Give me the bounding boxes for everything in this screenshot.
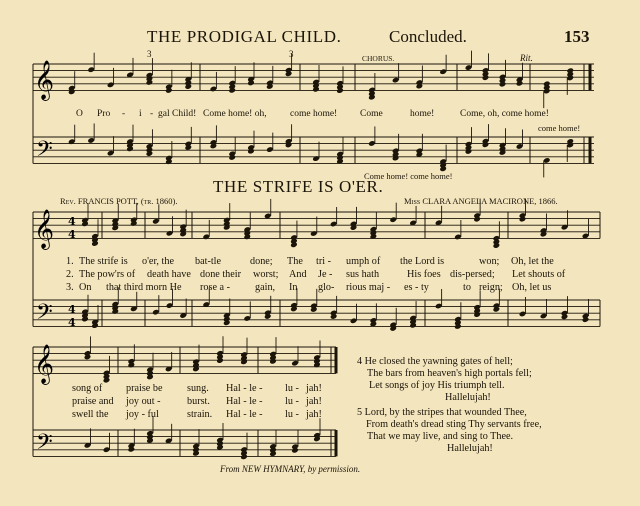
bass-clef-icon: 𝄢 (36, 137, 53, 167)
verse-word: done their (200, 269, 242, 280)
time-signature: 4 (68, 316, 76, 329)
lyric-word: O (76, 109, 83, 119)
bass-clef-icon: 𝄢 (36, 300, 53, 330)
verse-word: Hal - le - (226, 396, 263, 407)
lyric-word: Pro (97, 109, 111, 119)
lyric-word: Come, oh, come home! (460, 109, 549, 119)
verse-word: bat-tle (195, 256, 222, 267)
verse-word: worst; (253, 269, 279, 280)
strife-author: Rev. FRANCIS POTT, (tr. 1860). (60, 196, 178, 206)
page-number: 153 (564, 27, 590, 46)
verse-word: praise be (126, 383, 163, 394)
verse-word: joy out - (126, 396, 161, 407)
credit-source: NEW HYMNARY, (241, 464, 306, 474)
verse-word: And (289, 269, 307, 280)
chorus-mark: CHORUS. (362, 54, 395, 63)
verse-word: On (79, 282, 92, 293)
verse-word: death have (147, 269, 191, 280)
credit-line (220, 464, 360, 474)
verse-word: that third morn He (106, 282, 182, 293)
verse-word: Let shouts of (512, 269, 566, 280)
verse-word: Je - (318, 269, 333, 280)
verse-word: The (287, 256, 303, 267)
verse-word: joy - ful (126, 409, 159, 420)
verse-word: sung. (187, 383, 209, 394)
verse-word: glo- (318, 282, 335, 293)
verse-word: The strife is (79, 256, 128, 267)
lyric-word: Come home! oh, (203, 109, 267, 119)
strife-composer: Miss CLARA ANGELA MACIRONE, 1866. (404, 196, 558, 206)
verse-word: es - ty (404, 282, 429, 293)
verse-word: 2. (66, 269, 74, 280)
lyric-word: come home! (290, 109, 338, 119)
verse-word: jah! (306, 383, 322, 394)
strife-title: THE STRIFE IS O'ER. (213, 177, 384, 196)
verse-word: lu - (285, 396, 299, 407)
verse-word: strain. (187, 409, 213, 420)
stanza-line: The bars from heaven's high portals fell; (367, 368, 532, 379)
credit-suffix: by permission. (307, 464, 361, 474)
verse-word: burst. (187, 396, 210, 407)
verse-word: to (463, 282, 471, 293)
verse-word: In (289, 282, 298, 293)
time-signature: 4 (68, 303, 76, 316)
hymn-title: THE PRODIGAL CHILD. (147, 27, 342, 46)
verse-word: gain, (255, 282, 276, 293)
lyric-word: home! (410, 109, 435, 119)
time-signature: 4 (68, 215, 76, 228)
triplet-mark: 3 (147, 49, 152, 59)
bass-clef-icon: 𝄢 (36, 430, 53, 460)
rit-mark: Rit. (520, 53, 533, 63)
verse-word: 1. (66, 256, 74, 267)
verse-word: o'er, the (142, 256, 174, 267)
verse-word: jah! (306, 396, 322, 407)
lyric-word: gal Child! (158, 109, 197, 119)
verse-word: sus hath (346, 269, 380, 280)
verse-word: done; (250, 256, 273, 267)
bass-words: Come home! come home! (364, 171, 453, 181)
treble-clef-icon: 𝄞 (34, 209, 55, 249)
verse-word: lu - (285, 383, 299, 394)
stanza-line: Hallelujah! (445, 392, 491, 403)
verse-word: rious maj - (346, 282, 391, 293)
verse-word: Hal - le - (226, 409, 263, 420)
lyric-word: - (150, 109, 154, 119)
verse-word: won; (479, 256, 500, 267)
verse-word: tri - (316, 256, 331, 267)
verse-word: the Lord is (400, 256, 445, 267)
stanza-line: 5 Lord, by the stripes that wounded Thee, (357, 407, 527, 418)
lyric-word: Come (360, 109, 383, 119)
treble-clef-icon: 𝄞 (34, 344, 55, 384)
lyric-word: - (122, 109, 126, 119)
verse-word: Oh, let us (512, 282, 552, 293)
stanza-line: That we may live, and sing to Thee. (367, 431, 514, 442)
triplet-mark: 3 (289, 49, 294, 59)
time-signature: 4 (68, 228, 76, 241)
verse-word: rose a - (200, 282, 230, 293)
credit-prefix: From (220, 464, 240, 474)
stanza-line: 4 He closed the yawning gates of hell; (357, 356, 513, 367)
verse-word: Oh, let the (511, 256, 554, 267)
stanza-line: Hallelujah! (447, 443, 493, 454)
bass-words: come home! (538, 123, 581, 133)
verse-word: His foes (407, 269, 441, 280)
verse-word: song of (72, 383, 103, 394)
stanza-line: Let songs of joy His triumph tell. (369, 380, 505, 391)
verse-word: praise and (72, 396, 114, 407)
verse-word: dis-persed; (450, 269, 495, 280)
verse-word: umph of (346, 256, 381, 267)
stanza-line: From death's dread sting Thy servants free, (366, 419, 542, 430)
verse-word: Hal - le - (226, 383, 263, 394)
verse-word: 3. (66, 282, 74, 293)
verse-word: The pow'rs of (79, 269, 136, 280)
hymn-subtitle: Concluded. (389, 27, 467, 46)
verse-word: reign; (479, 282, 503, 293)
verse-word: jah! (306, 409, 322, 420)
treble-clef-icon: 𝄞 (34, 60, 55, 100)
verse-word: swell the (72, 409, 109, 420)
lyric-word: i (139, 109, 142, 119)
verse-word: lu - (285, 409, 299, 420)
